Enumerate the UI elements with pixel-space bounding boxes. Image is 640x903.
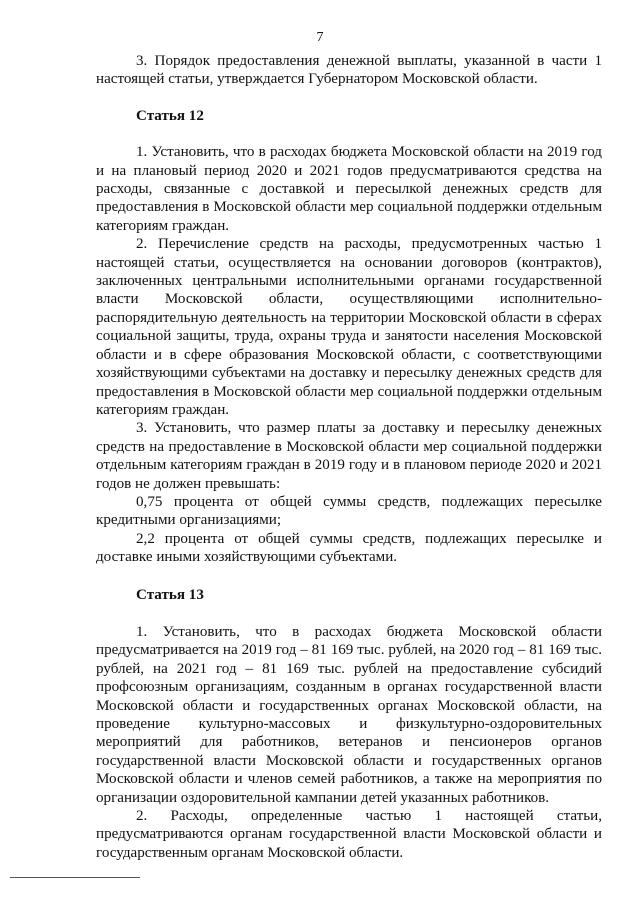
- paragraph: 1. Установить, что в расходах бюджета Московской области на 2019 год и на плановый период 2020 и 2021 годов предусматриваются средства на расходы, связанные с доставкой и пересылкой денежных средств для предоставления в Московской области мер социальной поддержки отдельным категориям граждан.: [96, 144, 602, 234]
- paragraph: 2. Перечисление средств на расходы, предусмотренных частью 1 настоящей статьи, осуществляется на основании договоров (контрактов), заключенных центральными исполнительными органами государственной власти Московской области, осуществляющими исполнительно-распорядительную деятельность на территории Московской области в сферах социальной защиты, труда, охраны труда и занятости населения Московской области и в сфере образования Московской области, с соответствующими хозяйствующими субъектами на доставку и пересылку денежных средств для предоставления в Московской области мер социальной поддержки отдельным категориям граждан.: [96, 236, 602, 418]
- paragraph: 2. Расходы, определенные частью 1 настоящей статьи, предусматриваются органам государственной власти Московской области и государственным органам Московской области.: [96, 808, 602, 861]
- paragraph: 2,2 процента от общей суммы средств, подлежащих пересылке и доставке иными хозяйствующими субъектами.: [96, 530, 602, 566]
- paragraph: 3. Порядок предоставления денежной выплаты, указанной в части 1 настоящей статьи, утверждается Губернатором Московской области.: [96, 53, 602, 88]
- document-body: [96, 52, 602, 862]
- footer-rule: [10, 877, 140, 878]
- article-heading: Статья 12: [136, 107, 204, 124]
- paragraph: 3. Установить, что размер платы за доставку и пересылку денежных средств на предоставление в Московской области мер социальной поддержки отдельным категориям граждан в 2019 году и в плановом периоде 2020 и 2021 годов не должен превышать:: [96, 420, 602, 492]
- paragraph: 1. Установить, что в расходах бюджета Московской области предусматривается на 2019 год – 81 169 тыс. рублей, на 2020 год – 81 169 тыс. рублей, на 2021 год – 81 169 тыс. рублей на предоставление субсидий профсоюзным организациям, созданным в органах государственной власти Московской области и государственных органах Московской области, на проведение культурно-массовых и физкультурно-оздоровительных мероприятий для работников, ветеранов и пенсионеров органов государственной власти Московской области и государственных органов Московской области и членов семей работников, а также на мероприятия по организации оздоровительной кампании детей указанных работников.: [96, 623, 602, 806]
- page-number: 7: [316, 30, 324, 45]
- article-heading: Статья 13: [136, 586, 204, 603]
- paragraph: 0,75 процента от общей суммы средств, подлежащих пересылке кредитными организациями;: [96, 493, 602, 529]
